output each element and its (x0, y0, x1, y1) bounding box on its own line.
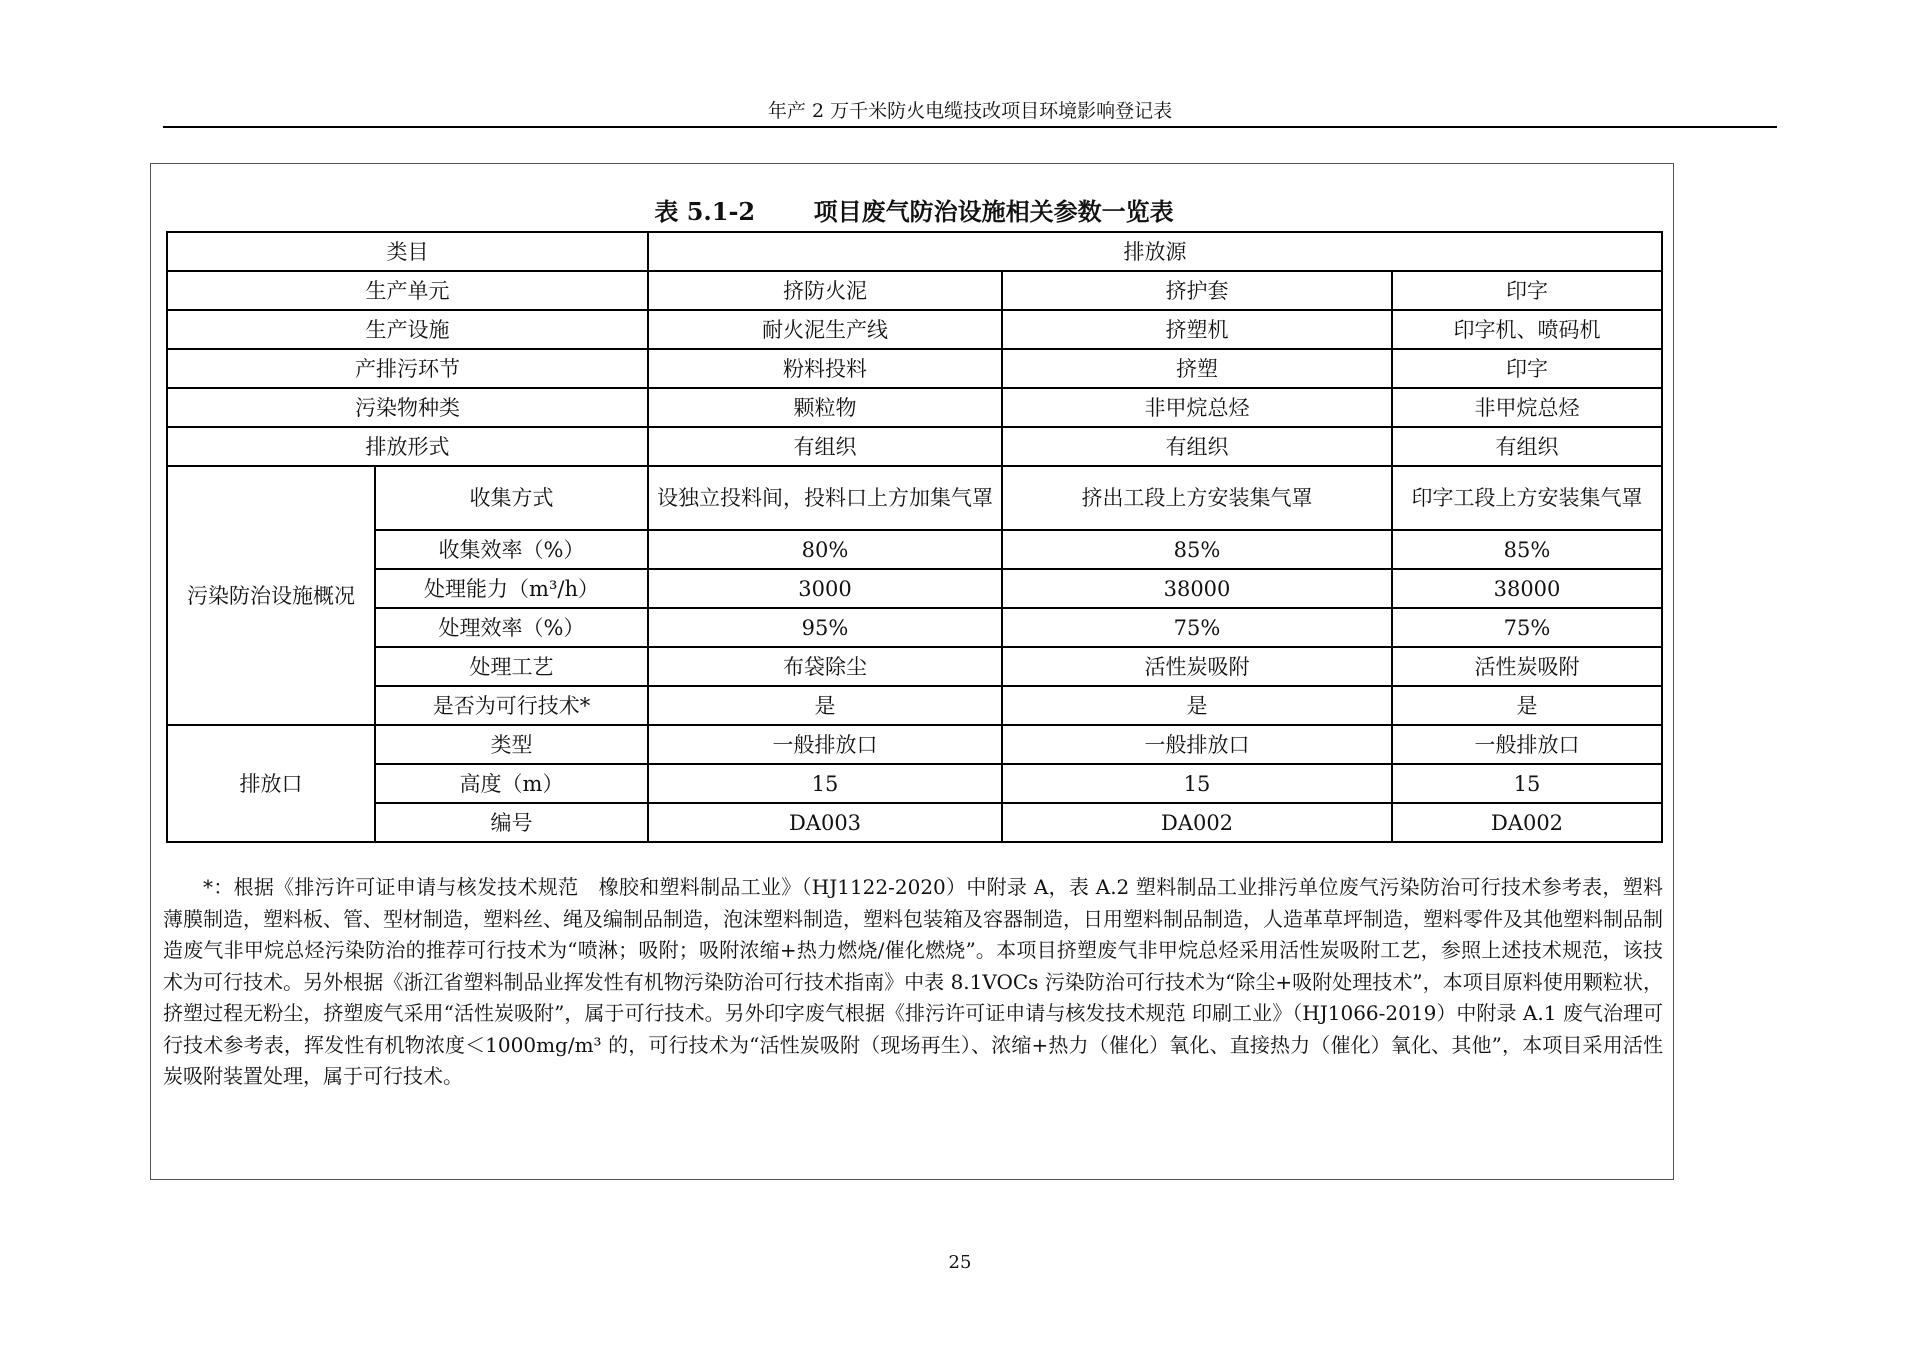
table-cell: 85% (1392, 530, 1662, 569)
table-cell: 38000 (1002, 569, 1392, 608)
row-label: 收集方式 (375, 466, 648, 530)
table-cell: 是 (1002, 686, 1392, 725)
table-header-row (167, 232, 1662, 271)
table-row-treat-eff (167, 608, 1662, 647)
table-cell: 75% (1002, 608, 1392, 647)
table-cell: 挤塑机 (1002, 310, 1392, 349)
table-cell: 印字工段上方安装集气罩 (1392, 466, 1662, 530)
table-cell: 粉料投料 (648, 349, 1002, 388)
table-cell: 设独立投料间，投料口上方加集气罩 (648, 466, 1002, 530)
table-cell: 有组织 (1392, 427, 1662, 466)
table-cell: 印字 (1392, 271, 1662, 310)
group-label-control: 污染防治设施概况 (167, 466, 375, 725)
table-cell: 挤塑 (1002, 349, 1392, 388)
footnote-text: *：根据《排污许可证申请与核发技术规范 橡胶和塑料制品工业》（HJ1122-2020）中附录 A，表 A.2 塑料制品工业排污单位废气污染防治可行技术参考表，塑料薄膜制造，塑料板、管、型材制造，塑料丝、绳及编制品制造，泡沫塑料制造，塑料包装箱及容器制造，日用塑料制品制造，人造革草坪制造，塑料零件及其他塑料制品制造废气非甲烷总烃污染防治的推荐可行技术为“喷淋；吸附；吸附浓缩+热力燃烧/催化燃烧”。本项目挤塑废气非甲烷总烃采用活性炭吸附工艺，参照上述技术规范，该技术为可行技术。另外根据《浙江省塑料制品业挥发性有机物污染防治可行技术指南》中表 8.1VOCs 污染防治可行技术为“除尘+吸附处理技术”，本项目原料使用颗粒状，挤塑过程无粉尘，挤塑废气采用“活性炭吸附”，属于可行技术。另外印字废气根据《排污许可证申请与核发技术规范 印刷工业》（HJ1066-2019）中附录 A.1 废气治理可行技术参考表，挥发性有机物浓度＜1000mg/m³ 的，可行技术为“活性炭吸附（现场再生）、浓缩+热力（催化）氧化、直接热力（催化）氧化、其他”，本项目采用活性炭吸附装置处理，属于可行技术。 (163, 875, 1663, 1088)
table-row-feasible (167, 686, 1662, 725)
table-cell: 85% (1002, 530, 1392, 569)
table-cell: 颗粒物 (648, 388, 1002, 427)
table-row-capacity (167, 569, 1662, 608)
row-label: 处理能力（m³/h） (375, 569, 648, 608)
table-cell: 挤出工段上方安装集气罩 (1002, 466, 1392, 530)
table-cell: 有组织 (648, 427, 1002, 466)
row-label: 产排污环节 (167, 349, 648, 388)
table-row-outlet-type (167, 725, 1662, 764)
table-cell: 一般排放口 (648, 725, 1002, 764)
table-cell: 一般排放口 (1392, 725, 1662, 764)
row-label: 类型 (375, 725, 648, 764)
table-cell: 有组织 (1002, 427, 1392, 466)
table-row-outlet-code (167, 803, 1662, 842)
table-cell: 挤护套 (1002, 271, 1392, 310)
row-label: 是否为可行技术* (375, 686, 648, 725)
table-cell: 耐火泥生产线 (648, 310, 1002, 349)
row-label: 收集效率（%） (375, 530, 648, 569)
table-cell: 一般排放口 (1002, 725, 1392, 764)
row-label: 处理效率（%） (375, 608, 648, 647)
table-cell: 3000 (648, 569, 1002, 608)
row-label: 高度（m） (375, 764, 648, 803)
table-cell: 是 (648, 686, 1002, 725)
table-row-form (167, 427, 1662, 466)
table-cell: 15 (648, 764, 1002, 803)
table-cell: 是 (1392, 686, 1662, 725)
table-row-collect-method (167, 466, 1662, 530)
table-cell: 95% (648, 608, 1002, 647)
table-title: 表 5.1-2 项目废气防治设施相关参数一览表 (654, 197, 1174, 226)
table-cell: 75% (1392, 608, 1662, 647)
row-label: 生产设施 (167, 310, 648, 349)
table-row-outlet-height (167, 764, 1662, 803)
header-source: 排放源 (648, 232, 1662, 271)
table-row-facility (167, 310, 1662, 349)
table-cell: 活性炭吸附 (1002, 647, 1392, 686)
row-label: 排放形式 (167, 427, 648, 466)
table-row-stage (167, 349, 1662, 388)
header-rule (163, 126, 1777, 128)
header-category: 类目 (167, 232, 648, 271)
table-footnote (163, 872, 1663, 1093)
parameters-table (166, 231, 1663, 843)
page-number: 25 (948, 1252, 972, 1273)
row-label: 污染物种类 (167, 388, 648, 427)
table-row-process (167, 647, 1662, 686)
table-cell: 15 (1002, 764, 1392, 803)
row-label: 生产单元 (167, 271, 648, 310)
table-row-unit (167, 271, 1662, 310)
row-label: 编号 (375, 803, 648, 842)
table-cell: 布袋除尘 (648, 647, 1002, 686)
table-cell: 印字机、喷码机 (1392, 310, 1662, 349)
table-cell: 印字 (1392, 349, 1662, 388)
table-cell: DA002 (1392, 803, 1662, 842)
group-label-outlet: 排放口 (167, 725, 375, 842)
table-row-pollutant (167, 388, 1662, 427)
table-cell: 15 (1392, 764, 1662, 803)
row-label: 处理工艺 (375, 647, 648, 686)
table-cell: 38000 (1392, 569, 1662, 608)
table-cell: 80% (648, 530, 1002, 569)
table-cell: 非甲烷总烃 (1392, 388, 1662, 427)
table-cell: DA002 (1002, 803, 1392, 842)
table-cell: 活性炭吸附 (1392, 647, 1662, 686)
page-header: 年产 2 万千米防火电缆技改项目环境影响登记表 (767, 100, 1173, 122)
table-cell: 挤防火泥 (648, 271, 1002, 310)
table-row-collect-eff (167, 530, 1662, 569)
table-cell: 非甲烷总烃 (1002, 388, 1392, 427)
table-cell: DA003 (648, 803, 1002, 842)
